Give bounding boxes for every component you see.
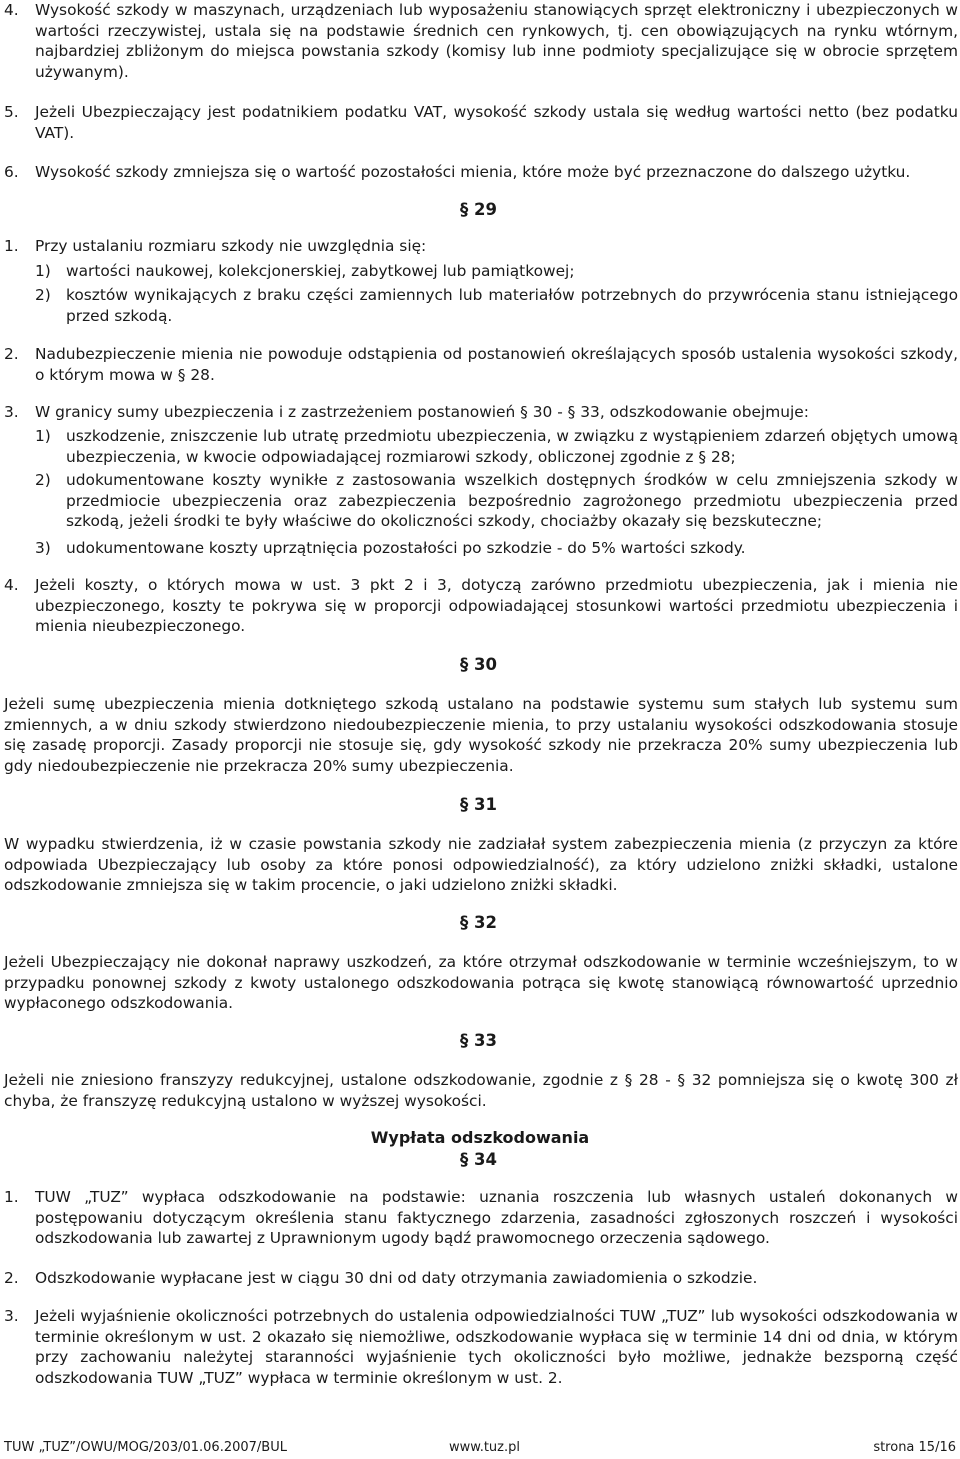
item-text: W granicy sumy ubezpieczenia i z zastrzeżeniem postanowień § 30 - § 33, odszkodowanie obejmuje: <box>35 403 809 421</box>
point-number: 1) <box>35 262 51 280</box>
point-number: 2) <box>35 471 51 489</box>
s34-item-3 <box>4 1306 958 1388</box>
item-number: 3. <box>4 1307 19 1325</box>
paragraph-5 <box>4 102 958 143</box>
section-34-title: § 34 <box>460 1150 497 1169</box>
section-29-title: § 29 <box>460 200 497 219</box>
s29-item-2 <box>4 344 958 385</box>
item-text: Wysokość szkody zmniejsza się o wartość pozostałości mienia, które może być przeznaczone do dalszego użytku. <box>35 163 911 181</box>
item-text: Jeżeli koszty, o których mowa w ust. 3 pkt 2 i 3, dotyczą zarówno przedmiotu ubezpieczenia, jak i mienia nie ubezpieczonego, koszty te pokrywa się w proporcji odpowiadającej stosunkowi wartości przedmiotu ubezpieczenia i mienia nieubezpieczonego. <box>35 576 958 635</box>
paragraph-4 <box>4 0 958 82</box>
s29-item-3-point-2 <box>35 470 958 532</box>
item-number: 1. <box>4 1188 19 1206</box>
section-33-text: Jeżeli nie zniesiono franszyzy redukcyjnej, ustalone odszkodowanie, zgodnie z § 28 - § 32 pomniejsza się o kwotę 300 zł chyba, że franszyzę redukcyjną ustalono w wyższej wysokości. <box>4 1071 958 1110</box>
s29-item-3-point-3 <box>35 538 958 559</box>
item-text: Jeżeli Ubezpieczający jest podatnikiem podatku VAT, wysokość szkody ustala się według wartości netto (bez podatku VAT). <box>35 103 958 142</box>
section-33-title: § 33 <box>460 1031 497 1050</box>
footer-document-code: TUW „TUZ”/OWU/MOG/203/01.06.2007/BUL <box>4 1440 287 1455</box>
point-text: kosztów wynikających z braku części zamiennych lub materiałów potrzebnych do przywrócenia stanu istniejącego przed szkodą. <box>66 286 958 325</box>
item-text: Jeżeli wyjaśnienie okoliczności potrzebnych do ustalenia odpowiedzialności TUW „TUZ” lub wysokości odszkodowania w terminie określonym w ust. 2 okazało się niemożliwe, odszkodowanie wypłaca się w terminie 14 dni od dnia, w którym przy zachowaniu należytej staranności wyjaśnienie tych okoliczności było możliwe, jednakże bezsporną część odszkodowania TUW „TUZ” wypłaca w terminie określonym w ust. 2. <box>35 1307 958 1387</box>
item-number: 1. <box>4 237 19 255</box>
section-32-text: Jeżeli Ubezpieczający nie dokonał naprawy uszkodzeń, za które otrzymał odszkodowanie w terminie wcześniejszym, to w przypadku ponownej szkody z kwoty ustalonego odszkodowania potrąca się kwotę stanowiącą równowartość uprzednio wypłaconego odszkodowania. <box>4 953 958 1012</box>
section-31-title: § 31 <box>460 795 497 814</box>
item-number: 2. <box>4 345 19 363</box>
footer-page-number: strona 15/16 <box>873 1440 956 1455</box>
s29-item-1-point-2 <box>35 285 958 326</box>
section-30-text: Jeżeli sumę ubezpieczenia mienia dotkniętego szkodą ustalano na podstawie systemu sum stałych lub systemu sum zmiennych, a w dniu szkody stwierdzono niedoubezpieczenie mienia, to przy ustalaniu wysokości odszkodowania stosuje się zasadę proporcji. Zasady proporcji nie stosuje się, gdy wysokość szkody nie przekracza 20% sumy ubezpieczenia lub gdy niedoubezpieczenie nie przekracza 20% sumy ubezpieczenia. <box>4 695 958 775</box>
item-text: Przy ustalaniu rozmiaru szkody nie uwzględnia się: <box>35 237 427 255</box>
point-number: 2) <box>35 286 51 304</box>
item-number: 3. <box>4 403 19 421</box>
point-text: wartości naukowej, kolekcjonerskiej, zabytkowej lub pamiątkowej; <box>66 262 575 280</box>
item-text: Odszkodowanie wypłacane jest w ciągu 30 dni od daty otrzymania zawiadomienia o szkodzie. <box>35 1269 758 1287</box>
item-number: 2. <box>4 1269 19 1287</box>
item-text: TUW „TUZ” wypłaca odszkodowanie na podstawie: uznania roszczenia lub własnych ustaleń dokonanych w postępowaniu dotyczącym określenia stanu faktycznego zdarzenia, zasadności zgłoszonych roszczeń i wysokości odszkodowania lub zawartej z Uprawnionym ugody bądź prawomocnego orzeczenia sądowego. <box>35 1188 958 1247</box>
s29-item-1-point-1 <box>35 261 958 282</box>
s29-item-3-point-1 <box>35 426 958 467</box>
section-32-title: § 32 <box>460 913 497 932</box>
item-number: 4. <box>4 576 19 594</box>
s29-item-4 <box>4 575 958 637</box>
point-text: udokumentowane koszty wynikłe z zastosowania wszelkich dostępnych środków w celu zmniejszenia szkody w przedmiocie ubezpieczenia oraz zabezpieczenia bezpośrednio zagrożonego przedmiotu ubezpieczenia przed szkodą, jeżeli środki te były właściwe do okoliczności szkody, chociażby okazały się bezskuteczne; <box>66 471 958 530</box>
section-30-title: § 30 <box>460 655 497 674</box>
item-text: Wysokość szkody w maszynach, urządzeniach lub wyposażeniu stanowiących sprzęt elektroniczny i ubezpieczonych w wartości rzeczywistej, ustala się na podstawie średnich cen rynkowych, tj. cen obowiązujących na rynku wtórnym, najbardziej zbliżonym do miejsca powstania szkody (komisy lub inne podmioty specjalizujące się w obrocie sprzętem używanym). <box>35 1 958 81</box>
s34-item-2 <box>4 1268 958 1289</box>
point-number: 3) <box>35 539 51 557</box>
section-31-text: W wypadku stwierdzenia, iż w czasie powstania szkody nie zadziałał system zabezpieczenia mienia (z przyczyn za które odpowiada Ubezpieczający lub osoby za które ponosi odpowiedzialność), za który udzielono zniżki składki, ustalone odszkodowanie zmniejsza się w takim procencie, o jaki udzielono zniżki składki. <box>4 835 958 894</box>
item-number: 6. <box>4 163 19 181</box>
s34-item-1 <box>4 1187 958 1249</box>
footer-website-link[interactable]: www.tuz.pl <box>449 1440 520 1455</box>
point-text: uszkodzenie, zniszczenie lub utratę przedmiotu ubezpieczenia, w związku z wystąpieniem zdarzeń objętych umową ubezpieczenia, w kwocie odpowiadającej rozmiarowi szkody, obliczonej zgodnie z § 28; <box>66 427 958 466</box>
item-number: 4. <box>4 1 19 19</box>
point-number: 1) <box>35 427 51 445</box>
point-text: udokumentowane koszty uprzątnięcia pozostałości po szkodzie - do 5% wartości szkody. <box>66 539 746 557</box>
section-heading: Wypłata odszkodowania <box>370 1128 590 1147</box>
s29-item-1 <box>4 236 958 257</box>
item-number: 5. <box>4 103 19 121</box>
paragraph-6 <box>4 162 958 183</box>
item-text: Nadubezpieczenie mienia nie powoduje odstąpienia od postanowień określających sposób ustalenia wysokości szkody, o którym mowa w § 28. <box>35 345 958 384</box>
s29-item-3 <box>4 402 958 423</box>
